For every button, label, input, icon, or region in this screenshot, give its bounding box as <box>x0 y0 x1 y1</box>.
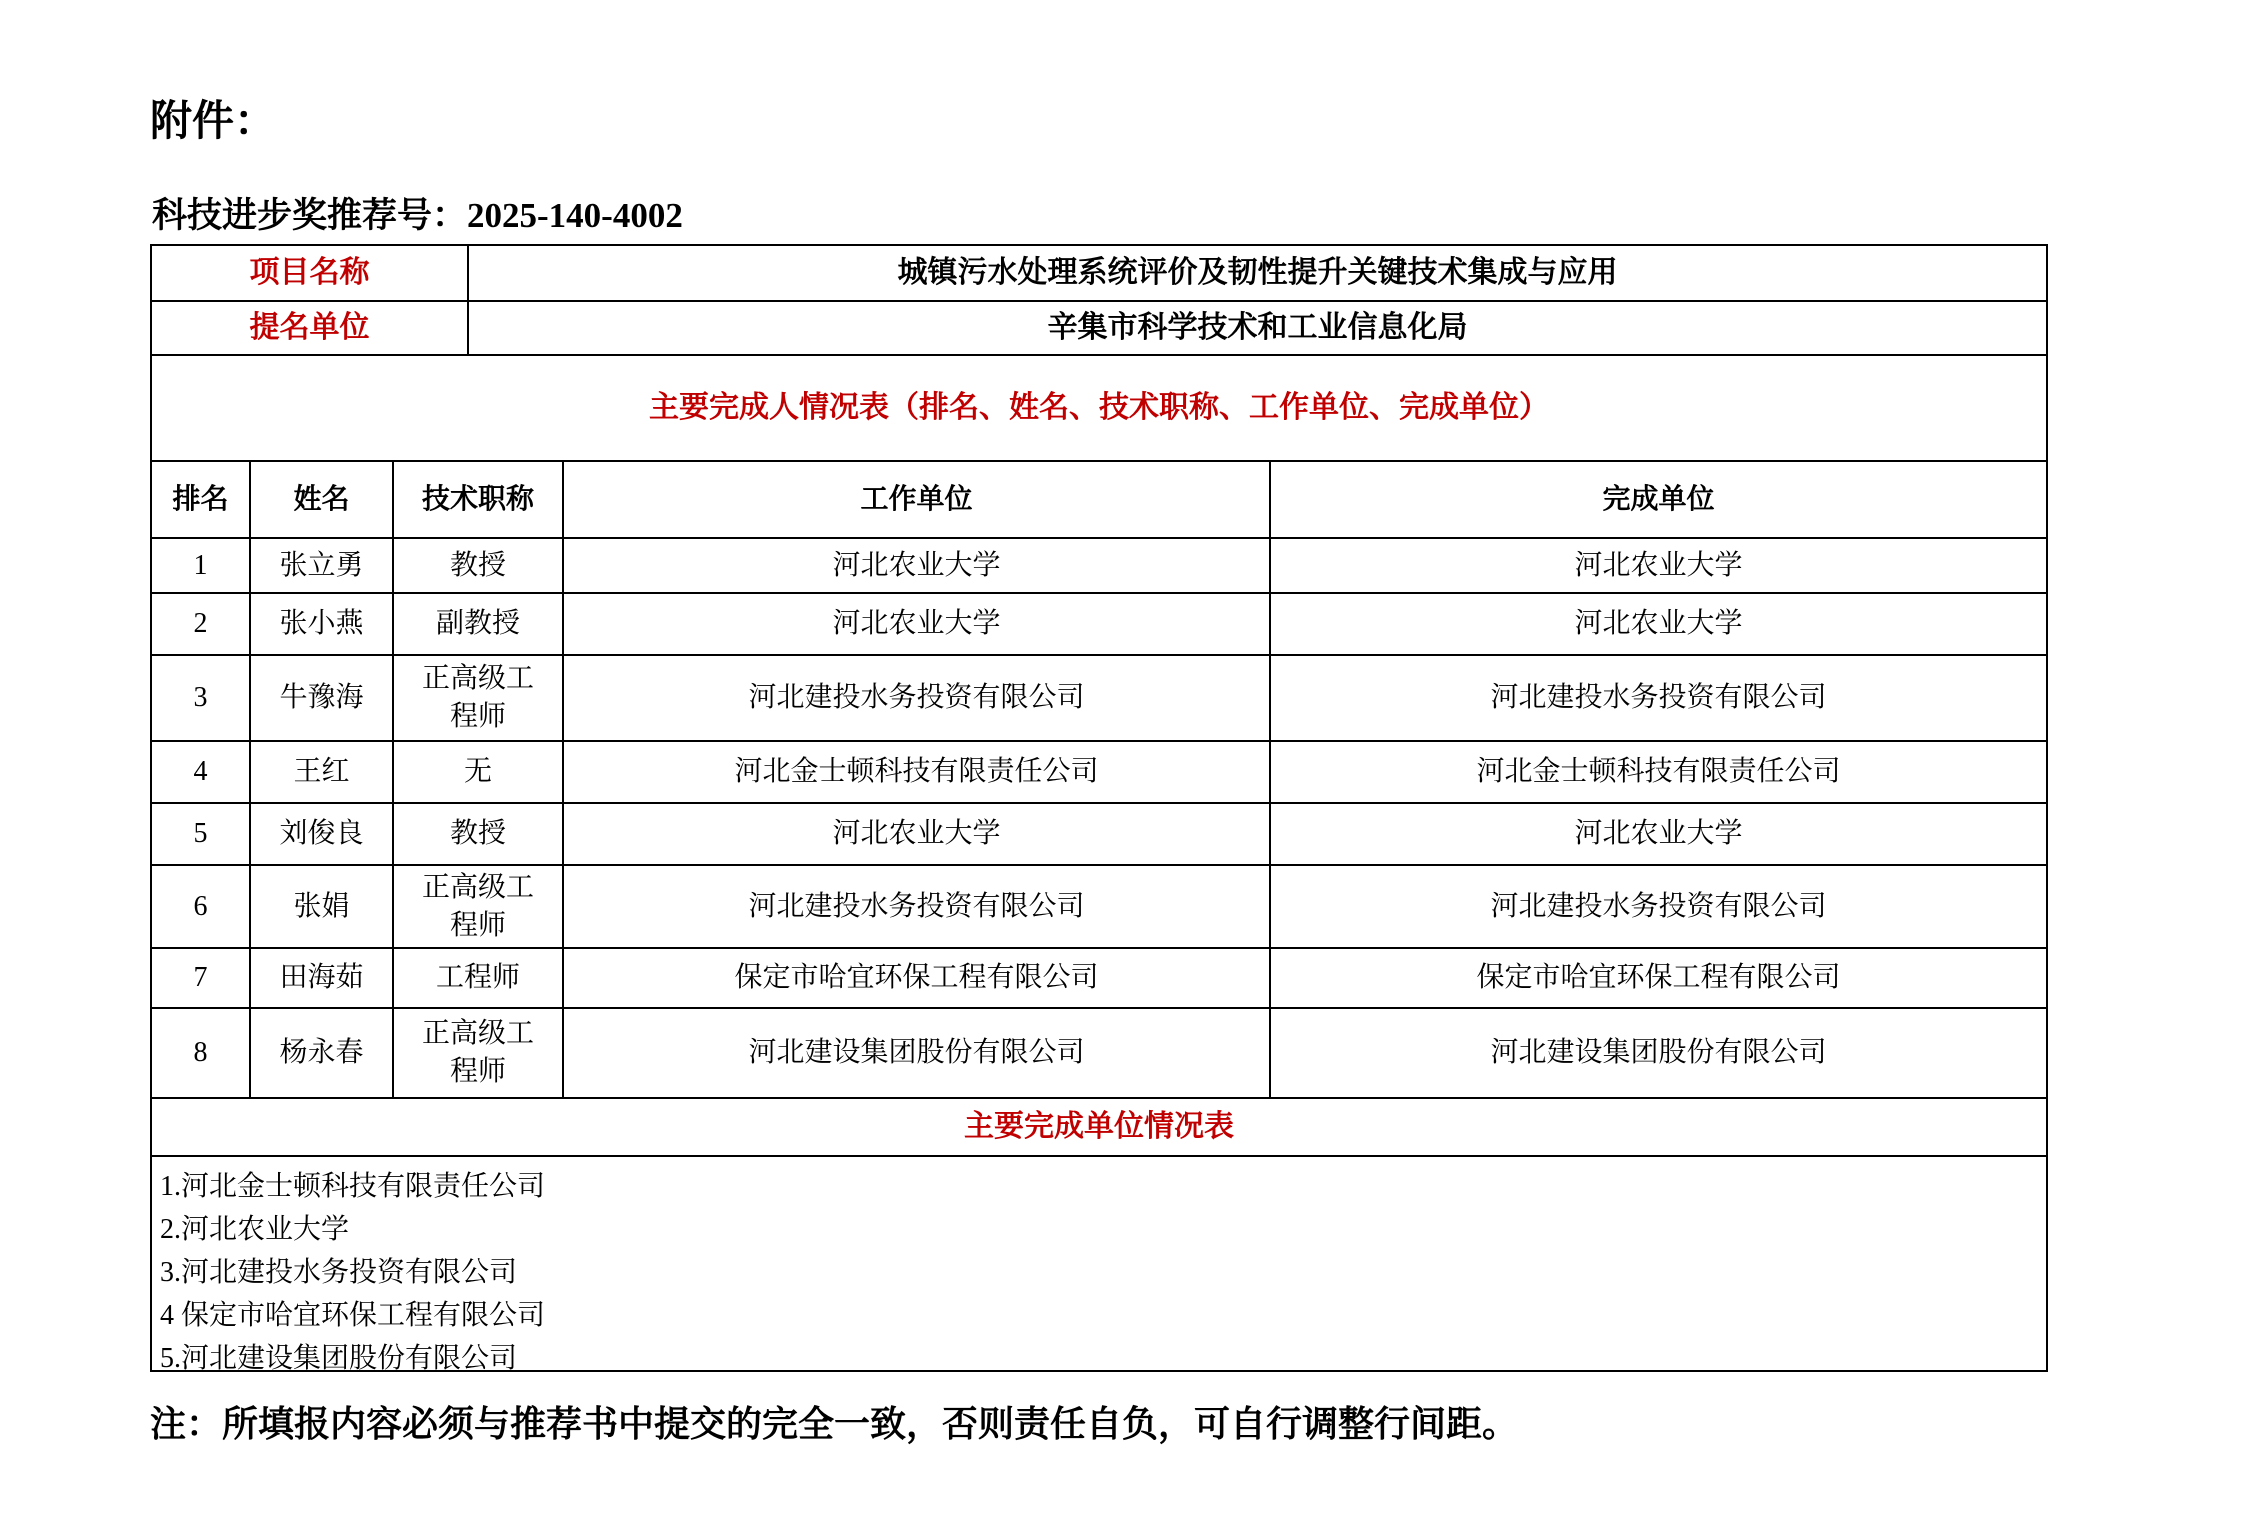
award-form-table <box>150 244 2048 1372</box>
table-row <box>152 947 2046 1007</box>
name-cell: 张娟 <box>249 866 392 947</box>
work-unit-cell: 河北农业大学 <box>562 804 1269 864</box>
table-row <box>152 802 2046 864</box>
title-cell: 正高级工程师 <box>392 866 562 947</box>
completion-unit-cell: 河北农业大学 <box>1269 594 2046 654</box>
unit-list-item: 3.河北建投水务投资有限公司 <box>160 1257 518 1288</box>
completion-unit-cell: 河北建投水务投资有限公司 <box>1269 866 2046 947</box>
footer-note: 注：所填报内容必须与推荐书中提交的完全一致，否则责任自负，可自行调整行间距。 <box>150 1404 1519 1444</box>
project-name-row <box>152 246 2046 300</box>
work-unit-cell: 河北金士顿科技有限责任公司 <box>562 742 1269 802</box>
units-list-row <box>152 1155 2046 1374</box>
rank-cell: 5 <box>193 818 208 849</box>
header-completion-unit: 完成单位 <box>1269 462 2046 537</box>
name-cell: 王红 <box>249 742 392 802</box>
name-cell: 杨永春 <box>249 1009 392 1097</box>
title-cell: 正高级工程师 <box>392 656 562 740</box>
completers-header-row <box>152 460 2046 537</box>
title-cell: 副教授 <box>392 594 562 654</box>
work-unit-cell: 河北农业大学 <box>562 539 1269 592</box>
project-name-value: 城镇污水处理系统评价及韧性提升关键技术集成与应用 <box>467 246 2046 300</box>
nominating-unit-value: 辛集市科学技术和工业信息化局 <box>467 302 2046 354</box>
unit-list-item: 2.河北农业大学 <box>160 1214 350 1245</box>
units-list <box>160 1165 545 1380</box>
work-unit-cell: 河北农业大学 <box>562 594 1269 654</box>
completers-section-title-row <box>152 354 2046 460</box>
completion-unit-cell: 河北金士顿科技有限责任公司 <box>1269 742 2046 802</box>
name-cell: 田海茹 <box>249 949 392 1007</box>
rank-cell: 1 <box>193 549 208 581</box>
title-cell: 正高级工程师 <box>392 1009 562 1097</box>
work-unit-cell: 保定市哈宜环保工程有限公司 <box>562 949 1269 1007</box>
rank-cell: 8 <box>193 1037 208 1068</box>
rank-cell: 2 <box>193 608 208 639</box>
name-cell: 张小燕 <box>249 594 392 654</box>
name-cell: 刘俊良 <box>249 804 392 864</box>
completion-unit-cell: 保定市哈宜环保工程有限公司 <box>1269 949 2046 1007</box>
project-name-label: 项目名称 <box>249 256 370 289</box>
recommendation-number-label: 科技进步奖推荐号： <box>152 196 468 235</box>
table-row <box>152 864 2046 947</box>
table-row <box>152 740 2046 802</box>
nominating-unit-label: 提名单位 <box>249 311 370 344</box>
unit-list-item: 4 保定市哈宜环保工程有限公司 <box>160 1300 546 1331</box>
header-name: 姓名 <box>249 462 392 537</box>
attachment-heading: 附件： <box>150 99 277 145</box>
title-cell: 教授 <box>392 804 562 864</box>
table-row <box>152 1007 2046 1097</box>
unit-list-item: 1.河北金士顿科技有限责任公司 <box>160 1171 546 1202</box>
name-cell: 张立勇 <box>249 539 392 592</box>
title-cell: 无 <box>392 742 562 802</box>
rank-cell: 7 <box>193 962 208 993</box>
nominating-unit-row <box>152 300 2046 354</box>
completion-unit-cell: 河北农业大学 <box>1269 804 2046 864</box>
header-work-unit: 工作单位 <box>562 462 1269 537</box>
header-title: 技术职称 <box>392 462 562 537</box>
work-unit-cell: 河北建投水务投资有限公司 <box>562 656 1269 740</box>
rank-cell: 6 <box>193 890 208 922</box>
completers-section-title: 主要完成人情况表（排名、姓名、技术职称、工作单位、完成单位） <box>649 391 1549 424</box>
units-section-title-row <box>152 1097 2046 1155</box>
title-cell: 工程师 <box>392 949 562 1007</box>
header-rank: 排名 <box>172 483 229 515</box>
completion-unit-cell: 河北建设集团股份有限公司 <box>1269 1009 2046 1097</box>
work-unit-cell: 河北建设集团股份有限公司 <box>562 1009 1269 1097</box>
units-section-title: 主要完成单位情况表 <box>964 1110 1234 1143</box>
completion-unit-cell: 河北建投水务投资有限公司 <box>1269 656 2046 740</box>
work-unit-cell: 河北建投水务投资有限公司 <box>562 866 1269 947</box>
recommendation-number-line <box>152 188 683 238</box>
table-row <box>152 592 2046 654</box>
recommendation-number-value: 2025-140-4002 <box>467 196 683 235</box>
rank-cell: 3 <box>193 682 208 713</box>
table-row <box>152 537 2046 592</box>
title-cell: 教授 <box>392 539 562 592</box>
unit-list-item: 5.河北建设集团股份有限公司 <box>160 1343 518 1374</box>
completion-unit-cell: 河北农业大学 <box>1269 539 2046 592</box>
table-row <box>152 654 2046 740</box>
rank-cell: 4 <box>193 756 208 787</box>
name-cell: 牛豫海 <box>249 656 392 740</box>
